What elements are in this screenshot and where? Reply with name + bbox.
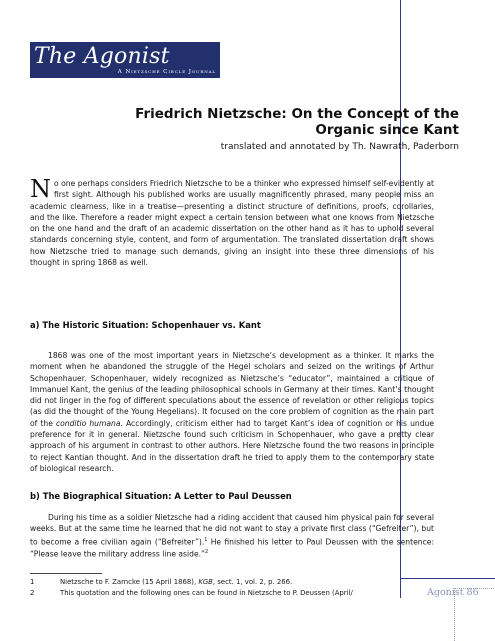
section-a-text-before: 1868 was one of the most important years in Nietzsche’s development as a thinker. It marks the moment when he abandoned the struggle of the Hegel scholars and seized on the writings of Arthur Schopenhauer. Schopenhauer, widely recognized as Nietzsche’s “educator”, maintained a critique of Immanuel Kant, the genius of the leading philosophical schools in Germany at their times. Kant’s thought did not linger in the fog of different speculations about the essence of revelation or other religious topics (as did the thought of the Young Hegelians). It focused on the core problem of cognition as the main part of the (30, 351, 434, 428)
intro-paragraph (30, 175, 434, 268)
footnote-1-before: Nietzsche to F. Zarncke (15 April 1868), (60, 578, 199, 586)
article-byline: translated and annotated by Th. Nawrath, Paderborn (220, 142, 459, 152)
footnote-2-number: 2 (30, 589, 35, 597)
journal-name: The Agonist (34, 44, 170, 69)
footnote-2 (30, 589, 353, 597)
section-b-paragraph (30, 512, 434, 560)
section-b-text-2: He finished his letter to Paul Deussen with the sentence: “Please leave the military address line aside.” (30, 537, 434, 559)
footnote-2-text: This quotation and the following ones can be found in Nietzsche to P. Deussen (April/ (60, 589, 353, 597)
footnote-1 (30, 578, 292, 586)
section-a-heading: a) The Historic Situation: Schopenhauer vs. Kant (30, 320, 261, 330)
footnote-ref-2[interactable]: 2 (204, 549, 209, 556)
section-a-paragraph (30, 350, 434, 474)
page-label: Agonist 86 (427, 587, 479, 598)
journal-banner (30, 42, 220, 78)
section-b-text-1: During his time as a soldier Nietzsche had a riding accident that caused him physical pain for several weeks. But at the same time he learned that he did not want to stay a private first class (“Gefreiter”), but to become a free civilian again (“Befreiter”). (30, 513, 434, 547)
section-b-heading: b) The Biographical Situation: A Letter to Paul Deussen (30, 491, 292, 501)
footnote-1-number: 1 (30, 578, 35, 586)
section-a-italic: conditio humana (55, 418, 121, 428)
vertical-rule (400, 0, 401, 598)
footnote-rule (30, 573, 102, 574)
journal-subtitle: A Nietzsche Circle Journal (117, 69, 216, 75)
section-a-text-after: . Accordingly, criticism either had to target Kant’s idea of cognition or his undue preference for it in general. Nietzsche found such criticism in Schopenhauer, who gave a pretty clear approach of his argument in contrast to other authors. Here Nietzsche found the two reasons in principle to reject Kantian thought. And in the dissertation draft he tried to apply them to the contemporary state of biological research. (30, 418, 435, 473)
footnote-1-after: , sect. 1, vol. 2, p. 266. (212, 578, 293, 586)
drop-cap: N (30, 175, 51, 203)
intro-text: o one perhaps considers Friedrich Nietzsche to be a thinker who expressed himself self-evidently at first sight. Although his published works are usually magnificently phrased, many people miss an academic clearness, like in a treatise—presenting a distinct structure of definitions, proofs, corollaries, and the like. Therefore a reader might expect a certain tension between what one knows from Nietzsche on the one hand and the draft of an academic dissertation on the other hand as it has to uphold several standards concerning style, content, and form of argumentation. The translated dissertation draft shows how Nietzsche tried to manage such demands, giving an insight into these three dimensions of his thought in spring 1868 as well. (30, 179, 434, 268)
article-title: Friedrich Nietzsche: On the Concept of the Organic since Kant (135, 106, 459, 138)
horizontal-rule (400, 578, 495, 579)
footnote-ref-1[interactable]: 1 (204, 536, 208, 543)
footnote-1-italic: KGB (198, 578, 213, 586)
